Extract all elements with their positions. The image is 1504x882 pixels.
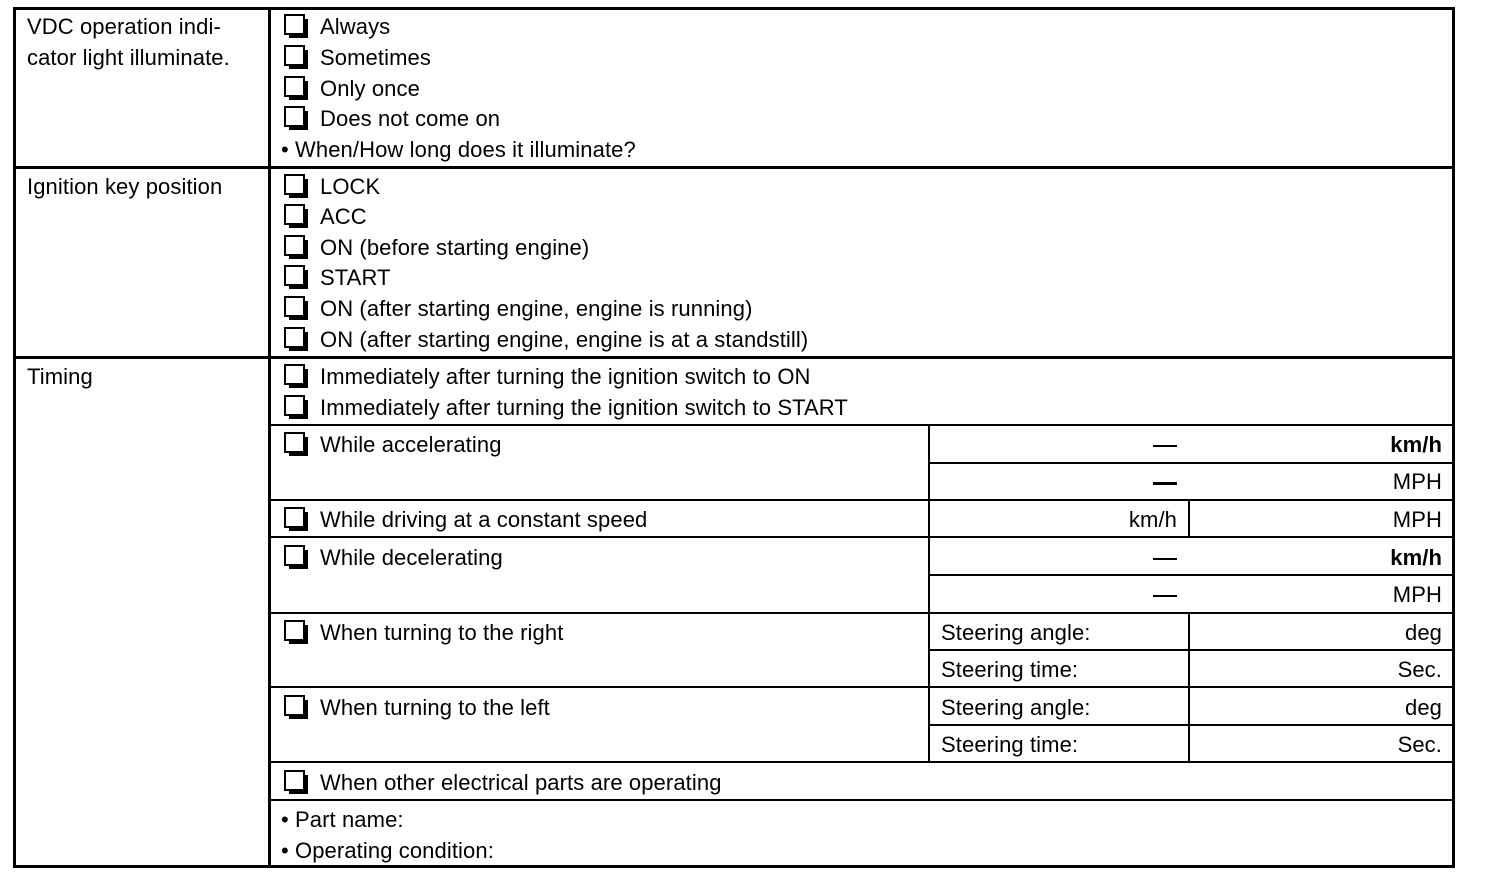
option-after-ignition-on: Immediately after turning the ignition switch to ON (320, 364, 811, 389)
option-constant-speed: While driving at a constant speed (320, 507, 648, 532)
decelerating-kmh-dash (1153, 558, 1177, 560)
ignition-label: Ignition key position (27, 174, 223, 199)
turn-left-time-label: Steering time: (941, 732, 1079, 757)
option-does-not-come-on: Does not come on (320, 106, 501, 131)
option-on-engine-running: ON (after starting engine, engine is running) (320, 296, 753, 321)
checkbox-sometimes[interactable] (284, 45, 305, 66)
accelerating-mph-dash (1153, 482, 1177, 485)
vdc-illumination-note: • When/How long does it illuminate? (281, 137, 636, 162)
checkbox-turn-right[interactable] (284, 620, 305, 641)
turn-left-time-unit: Sec. (1397, 732, 1442, 757)
option-turn-left: When turning to the left (320, 695, 550, 720)
turn-left-angle-label: Steering angle: (941, 695, 1091, 720)
checkbox-lock[interactable] (284, 174, 305, 195)
row-divider-ignition (13, 356, 1455, 359)
constant-kmh-unit: km/h (1128, 507, 1177, 532)
checkbox-decelerating[interactable] (284, 545, 305, 566)
checkbox-after-ignition-on[interactable] (284, 364, 305, 385)
timing-divider-6 (268, 761, 1455, 763)
timing-divider-5 (268, 686, 1455, 688)
option-accelerating: While accelerating (320, 432, 502, 457)
turn-left-value-divider (1188, 686, 1190, 763)
timing-divider-right-mid (928, 649, 1455, 651)
checkbox-accelerating[interactable] (284, 432, 305, 453)
checkbox-constant-speed[interactable] (284, 507, 305, 528)
option-decelerating: While decelerating (320, 545, 503, 570)
frame-bottom (13, 865, 1455, 868)
speed-column-divider (928, 424, 930, 763)
option-on-before-start: ON (before starting engine) (320, 235, 590, 260)
turn-right-angle-label: Steering angle: (941, 620, 1091, 645)
accelerating-kmh-dash (1153, 445, 1177, 447)
checkbox-on-before-start[interactable] (284, 235, 305, 256)
constant-unit-divider (1188, 499, 1190, 538)
vdc-label-line1: VDC operation indi- (27, 14, 221, 39)
option-on-engine-standstill: ON (after starting engine, engine is at a standstill) (320, 327, 809, 352)
frame-top (13, 7, 1455, 10)
turn-right-value-divider (1188, 612, 1190, 688)
operating-condition-field[interactable]: • Operating condition: (281, 838, 494, 863)
option-acc: ACC (320, 204, 367, 229)
option-electrical-parts: When other electrical parts are operating (320, 770, 722, 795)
timing-divider-7 (268, 799, 1455, 801)
constant-mph-unit: MPH (1392, 507, 1442, 532)
timing-divider-4 (268, 612, 1455, 614)
decelerating-kmh-unit: km/h (1390, 545, 1442, 570)
timing-divider-1 (268, 424, 1455, 426)
option-turn-right: When turning to the right (320, 620, 564, 645)
part-name-field[interactable]: • Part name: (281, 807, 404, 832)
checkbox-start[interactable] (284, 265, 305, 286)
option-start: START (320, 265, 391, 290)
decelerating-mph-unit: MPH (1392, 582, 1442, 607)
timing-divider-left-mid (928, 724, 1455, 726)
checkbox-on-engine-standstill[interactable] (284, 327, 305, 348)
checkbox-acc[interactable] (284, 204, 305, 225)
checkbox-only-once[interactable] (284, 76, 305, 97)
frame-right (1452, 7, 1455, 868)
timing-label: Timing (27, 364, 93, 389)
timing-divider-accel-mid (928, 462, 1455, 464)
turn-right-time-unit: Sec. (1397, 657, 1442, 682)
timing-divider-decel-mid (928, 574, 1455, 576)
row-divider-vdc (13, 166, 1455, 169)
checkbox-always[interactable] (284, 14, 305, 35)
accelerating-kmh-unit: km/h (1390, 432, 1442, 457)
checkbox-turn-left[interactable] (284, 695, 305, 716)
option-lock: LOCK (320, 174, 381, 199)
timing-divider-3 (268, 536, 1455, 538)
option-sometimes: Sometimes (320, 45, 431, 70)
checkbox-electrical-parts[interactable] (284, 770, 305, 791)
decelerating-mph-dash (1153, 595, 1177, 597)
timing-divider-2 (268, 499, 1455, 501)
turn-right-time-label: Steering time: (941, 657, 1079, 682)
option-only-once: Only once (320, 76, 420, 101)
accelerating-mph-unit: MPH (1392, 469, 1442, 494)
label-column-divider (268, 7, 271, 868)
turn-left-angle-unit: deg (1404, 695, 1442, 720)
option-always: Always (320, 14, 391, 39)
checkbox-after-ignition-start[interactable] (284, 395, 305, 416)
frame-left (13, 7, 16, 868)
checkbox-does-not-come-on[interactable] (284, 106, 305, 127)
option-after-ignition-start: Immediately after turning the ignition switch to START (320, 395, 848, 420)
turn-right-angle-unit: deg (1404, 620, 1442, 645)
vdc-label-line2: cator light illuminate. (27, 45, 230, 70)
checkbox-on-engine-running[interactable] (284, 296, 305, 317)
